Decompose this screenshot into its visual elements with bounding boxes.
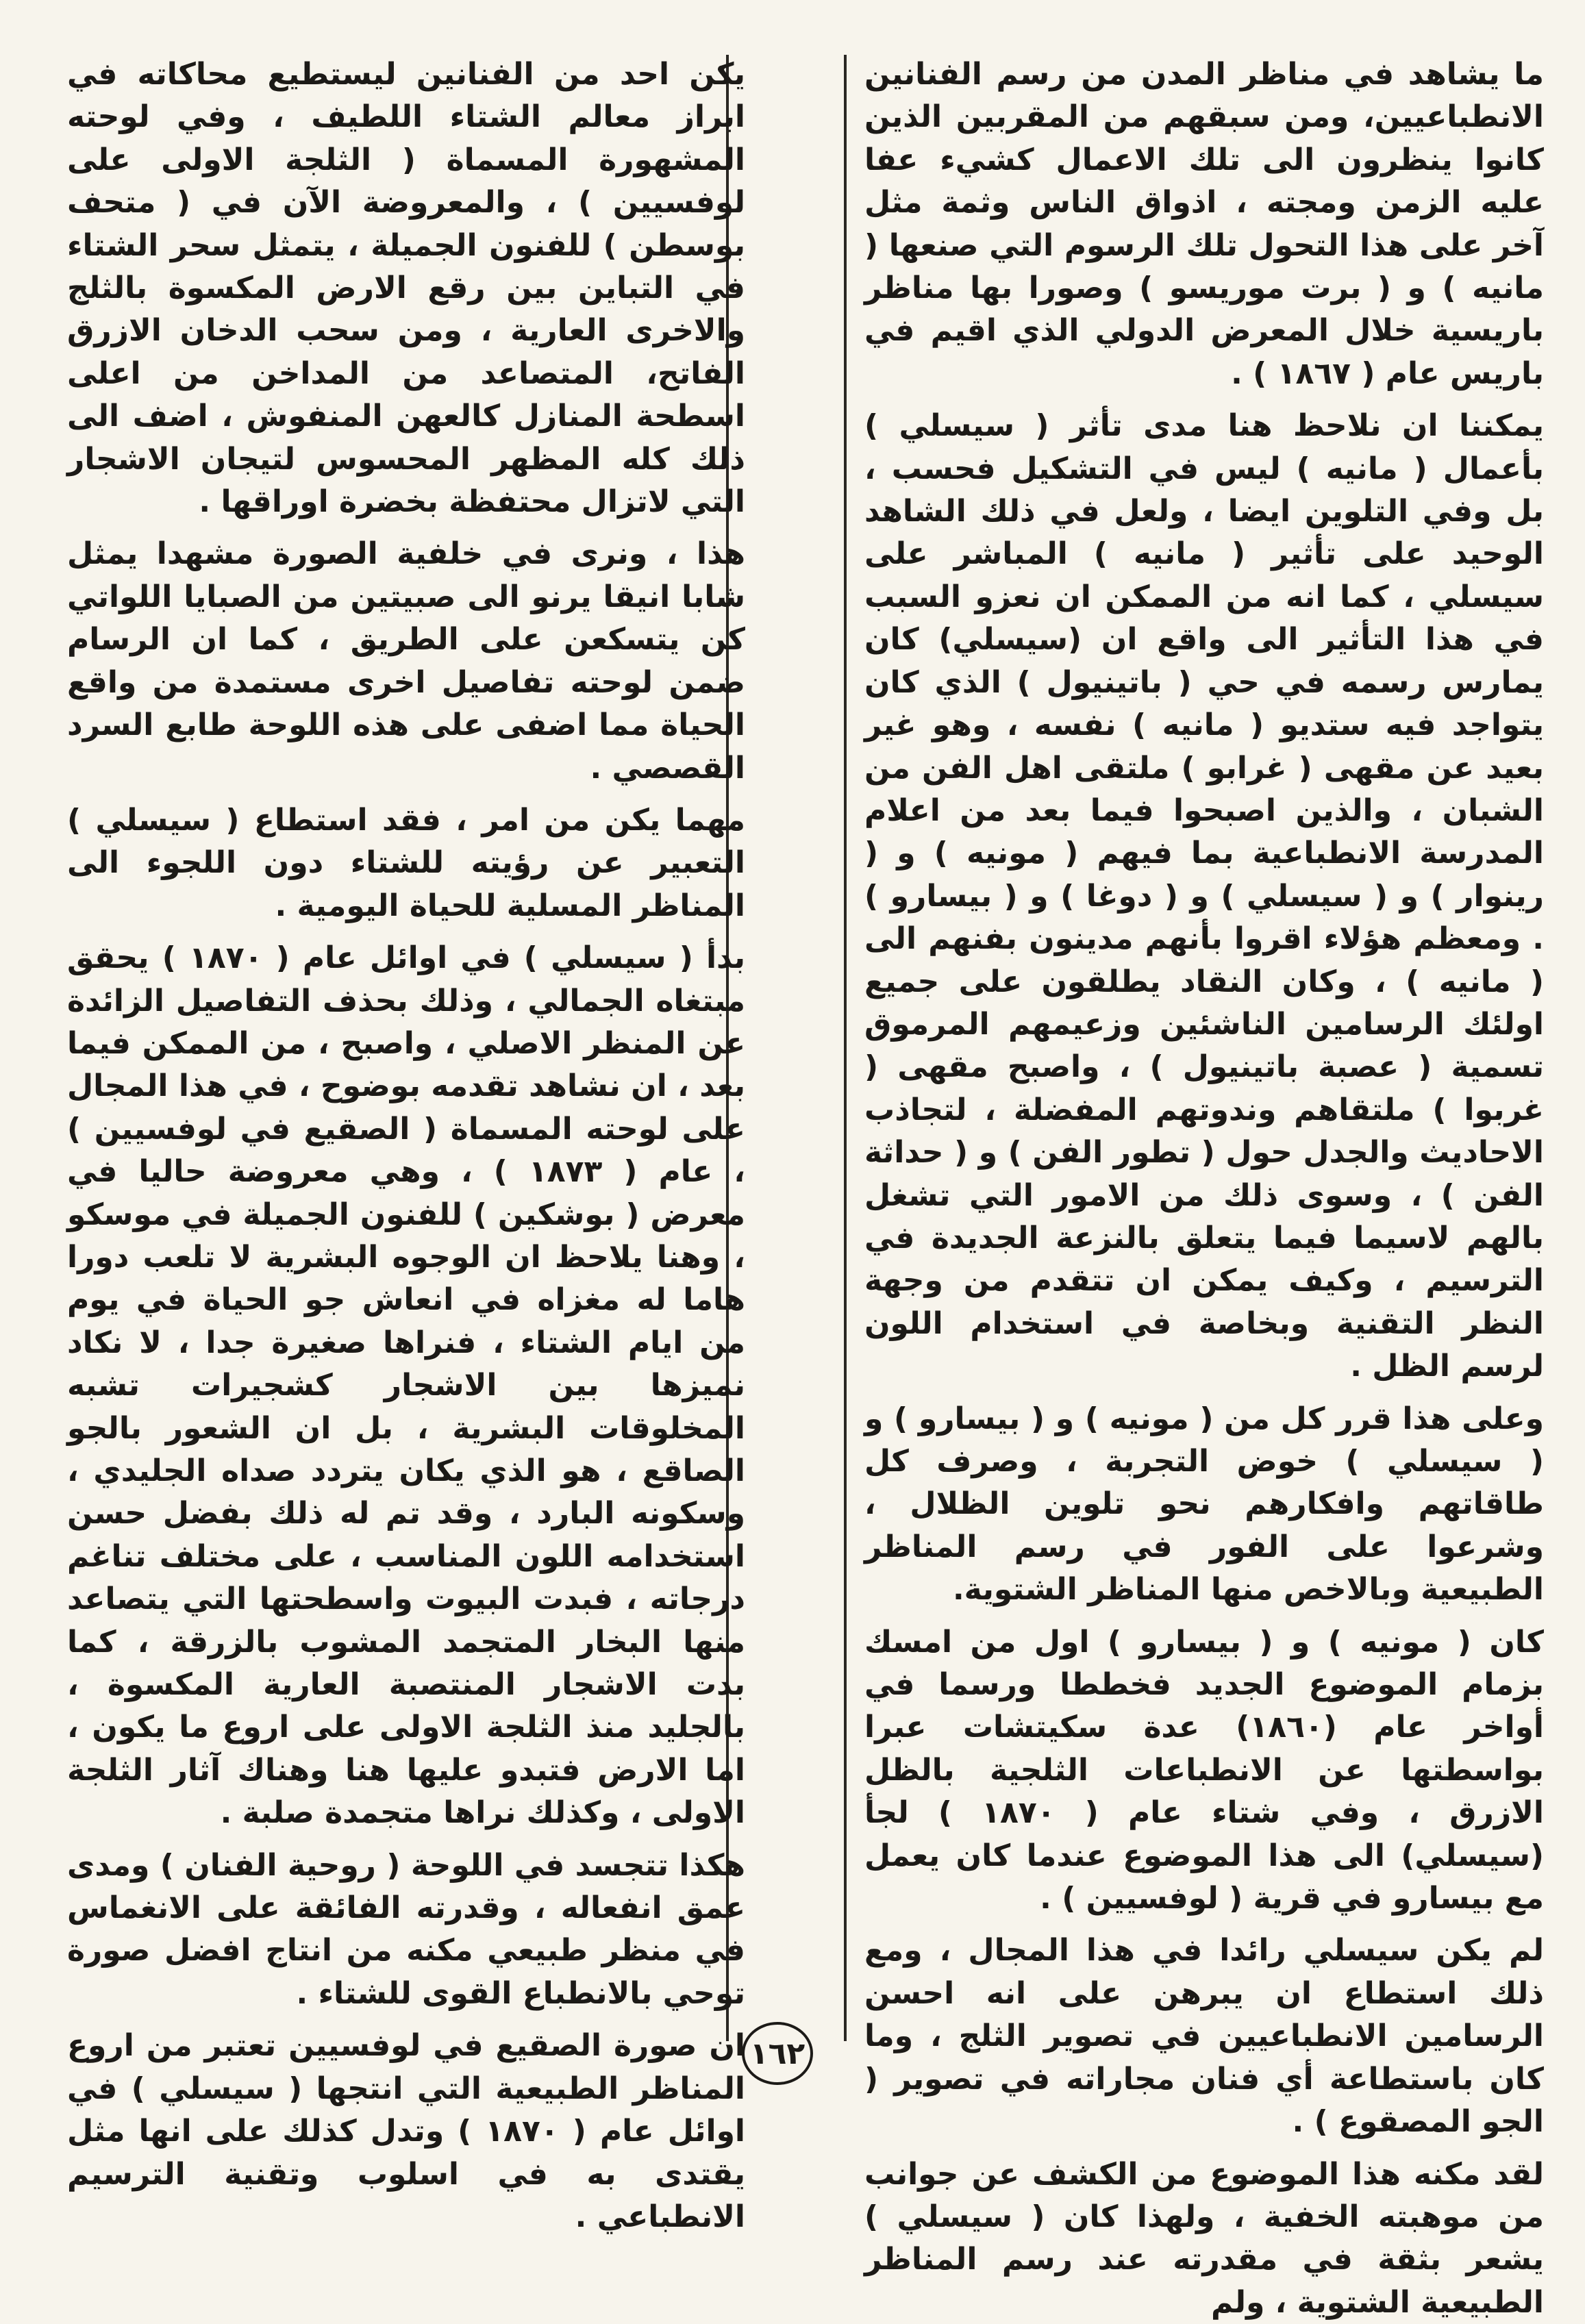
paragraph: لقد مكنه هذا الموضوع من الكشف عن جوانب من موهبته الخفية ، ولهذا كان ( سيسلي ) يشعر بثقة في مقدرته عند رسم المناظر الطبيعية الشتوية ، ولم [864, 2153, 1544, 2324]
paragraph: ما يشاهد في مناظر المدن من رسم الفنانين الانطباعيين، ومن سبقهم من المقربين الذين كانوا ينظرون الى تلك الاعمال كشيء عفا عليه الزمن ومجته ، اذواق الناس وثمة مثل آخر على هذا التحول تلك الرسوم التي صنعها ( مانيه ) و ( برت موريسو ) وصورا بها مناظر باريسية خلال المعرض الدولي الذي اقيم في باريس عام ( ١٨٦٧ ) . [864, 53, 1544, 395]
paragraph: لم يكن سيسلي رائدا في هذا المجال ، ومع ذلك استطاع ان يبرهن على انه احسن الرسامين الانطباعيين في تصوير الثلج ، وما كان باستطاعة أي فنان مجاراته في تصوير ( الجو المصقوع ) . [864, 1929, 1544, 2143]
paragraph: بدأ ( سيسلي ) في اوائل عام ( ١٨٧٠ ) يحقق مبتغاه الجمالي ، وذلك بحذف التفاصيل الزائدة عن المنظر الاصلي ، واصبح ، من الممكن فيما بعد ، ان نشاهد تقدمه بوضوح ، في هذا المجال على لوحته المسماة ( الصقيع في لوفسيين ) ، عام ( ١٨٧٣ ) ، وهي معروضة حاليا في معرض ( بوشكين ) للفنون الجميلة في موسكو ، وهنا يلاحظ ان الوجوه البشرية لا تلعب دورا هاما له مغزاه في انعاش جو الحياة في يوم من ايام الشتاء ، فنراها صغيرة جدا ، لا نكاد نميزها بين الاشجار كشجيرات تشبه المخلوقات البشرية ، بل ان الشعور بالجو الصاقع ، هو الذي يكان يتردد صداه الجليدي ، وسكونه البارد ، وقد تم له ذلك بفضل حسن استخدامه اللون المناسب ، على مختلف تناغم درجاته ، فبدت البيوت واسطحتها التي يتصاعد منها البخار المتجمد المشوب بالزرقة ، كما بدت الاشجار المنتصبة العارية المكسوة ، بالجليد منذ الثلجة الاولى على اروع ما يكون ، اما الارض فتبدو عليها هنا وهناك آثار الثلجة الاولى ، وكذلك نراها متجمدة صلبة . [67, 937, 745, 1835]
paragraph: كان ( مونيه ) و ( بيسارو ) اول من امسك بزمام الموضوع الجديد فخططا ورسما في أواخر عام (١٨٦٠) عدة سكيتشات عبرا بواسطتها عن الانطباعات الثلجية بالظل الازرق ، وفي شتاء عام ( ١٨٧٠ ) لجأ (سيسلي) الى هذا الموضوع عندما كان يعمل مع بيسارو في قرية ( لوفسيين ) . [864, 1621, 1544, 1921]
paragraph: مهما يكن من امر ، فقد استطاع ( سيسلي ) التعبير عن رؤيته للشتاء دون اللجوء الى المناظر المسلية للحياة اليومية . [67, 799, 745, 927]
right-text-column [864, 53, 1544, 2026]
page-number: ١٦٢ [742, 2022, 813, 2085]
paragraph: ان صورة الصقيع في لوفسيين تعتبر من اروع المناظر الطبيعية التي انتجها ( سيسلي ) في اوائل عام ( ١٨٧٠ ) وتدل كذلك على انها مثل يقتدى به في اسلوب وتقنية الترسيم الانطباعي . [67, 2025, 745, 2238]
paragraph: يكن احد من الفنانين ليستطيع محاكاته في ابراز معالم الشتاء اللطيف ، وفي لوحته المشهورة المسماة ( الثلجة الاولى على لوفسيين ) ، والمعروضة الآن في ( متحف بوسطن ) للفنون الجميلة ، يتمثل سحر الشتاء في التباين بين رقع الارض المكسوة بالثلج والاخرى العارية ، ومن سحب الدخان الازرق الفاتح، المتصاعد من المداخن من اعلى اسطحة المنازل كالعهن المنفوش ، اضف الى ذلك كله المظهر المحسوس لتيجان الاشجار التي لاتزال محتفظة بخضرة اوراقها . [67, 53, 745, 523]
paragraph: وعلى هذا قرر كل من ( مونيه ) و ( بيسارو ) و ( سيسلي ) خوض التجربة ، وصرف كل طاقاتهم وافكارهم نحو تلوين الظلال ، وشرعوا على الفور في رسم المناظر الطبيعية وبالاخص منها المناظر الشتوية. [864, 1398, 1544, 1612]
paragraph: هكذا تتجسد في اللوحة ( روحية الفنان ) ومدى عمق انفعاله ، وقدرته الفائقة على الانغماس في منظر طبيعي مكنه من انتاج افضل صورة توحي بالانطباع القوى للشتاء . [67, 1845, 745, 2016]
paragraph: هذا ، ونرى في خلفية الصورة مشهدا يمثل شابا انيقا يرنو الى صبيتين من الصبايا اللواتي كن يتسكعن على الطريق ، كما ان الرسام ضمن لوحته تفاصيل اخرى مستمدة من واقع الحياة مما اضفى على هذه اللوحة طابع السرد القصصي . [67, 533, 745, 789]
column-divider [844, 55, 847, 2041]
paragraph: يمكننا ان نلاحظ هنا مدى تأثر ( سيسلي ) بأعمال ( مانيه ) ليس في التشكيل فحسب ، بل وفي التلوين ايضا ، ولعل في ذلك الشاهد الوحيد على تأثير ( مانيه ) المباشر على سيسلي ، كما انه من الممكن ان نعزو السبب في هذا التأثير الى واقع ان (سيسلي) كان يمارس رسمه في حي ( باتينيول ) الذي كان يتواجد فيه ستديو ( مانيه ) نفسه ، وهو غير بعيد عن مقهى ( غرابو ) ملتقى اهل الفن من الشبان ، والذين اصبحوا فيما بعد من اعلام المدرسة الانطباعية بما فيهم ( مونيه ) و ( رينوار ) و ( سيسلي ) و ( دوغا ) و ( بيسارو ) . ومعظم هؤلاء اقروا بأنهم مدينون بفنهم الى ( مانيه ) ، وكان النقاد يطلقون على جميع اولئك الرسامين الناشئين وزعيمهم المرموق تسمية ( عصبة باتينيول ) ، واصبح مقهى ( غربوا ) ملتقاهم وندوتهم المفضلة ، لتجاذب الاحاديث والجدل حول ( تطور الفن ) و ( حداثة الفن ) ، وسوى ذلك من الامور التي تشغل بالهم لاسيما فيما يتعلق بالنزعة الجديدة في الترسيم ، وكيف يمكن ان تتقدم من وجهة النظر التقنية وبخاصة في استخدام اللون لرسم الظل . [864, 405, 1544, 1388]
left-text-column [67, 53, 745, 2026]
